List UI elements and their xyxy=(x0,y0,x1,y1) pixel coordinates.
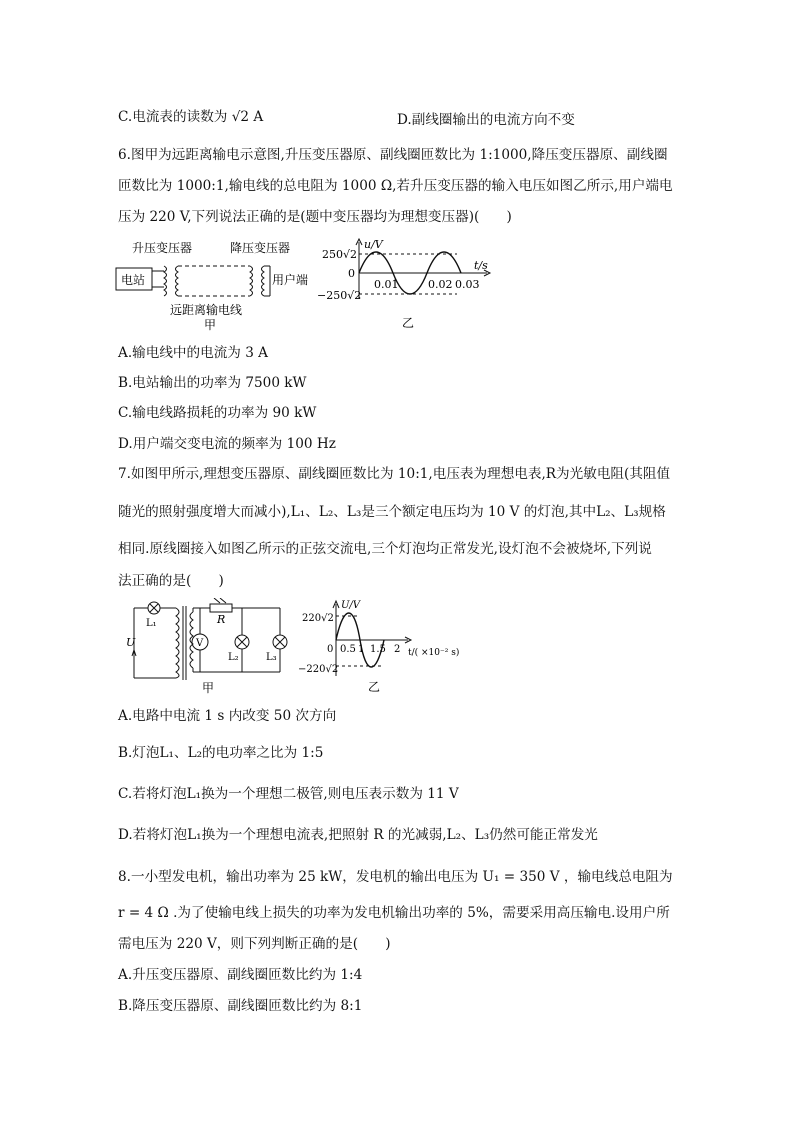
q6-figure-yi xyxy=(312,236,497,331)
q6-label-step-down: 降压变压器 xyxy=(230,241,291,255)
q6-y-axis-label: u/V xyxy=(364,238,383,251)
q6-stem-line-1: 6.图甲为远距离输电示意图,升压变压器原、副线圈匝数比为 1:1000,降压变压器原、副线圈 xyxy=(118,147,668,163)
q7-label-u: U xyxy=(126,636,136,649)
q7-option-b: B.灯泡L₁、L₂的电功率之比为 1:5 xyxy=(118,745,324,761)
q6-stem-line-3: 压为 220 V,下列说法正确的是(题中变压器均为理想变压器)( ) xyxy=(118,209,512,225)
q6-x-axis-label: t/s xyxy=(474,259,488,272)
q7-x-axis-label: t/( ×10⁻² s) xyxy=(408,648,460,658)
q7-stem-line-1: 7.如图甲所示,理想变压器原、副线圈匝数比为 10:1,电压表为理想电表,R为光敏电阻(其阻值 xyxy=(118,466,671,482)
q7-tick-3: 1.5 xyxy=(370,644,386,655)
q7-stem-line-2: 随光的照射强度增大而减小),L₁、L₂、L₃是三个额定电压均为 10 V 的灯泡,其中L₂、L₃规格 xyxy=(118,504,666,520)
q6-caption-yi: 乙 xyxy=(402,316,415,330)
q8-stem-line-3: 需电压为 220 V，则下列判断正确的是( ) xyxy=(118,936,391,952)
q8-option-a: A.升压变压器原、副线圈匝数比约为 1:4 xyxy=(118,967,363,983)
q6-option-d: D.用户端交变电流的频率为 100 Hz xyxy=(118,436,336,452)
q7-label-l3: L₃ xyxy=(266,652,277,663)
q6-tick-2: 0.02 xyxy=(428,278,453,291)
q6-y-max-label: 250√2 xyxy=(322,248,358,261)
q7-stem-line-3: 相同.原线圈接入如图乙所示的正弦交流电,三个灯泡均正常发光,设灯泡不会被烧坏,下列说 xyxy=(118,541,652,557)
q7-figure-jia xyxy=(120,598,295,698)
q6-label-user: 用户端 xyxy=(272,273,309,287)
q5-option-d: D.副线圈输出的电流方向不变 xyxy=(397,112,575,128)
q7-label-l1: L₁ xyxy=(146,618,157,629)
q7-caption-yi: 乙 xyxy=(368,680,381,694)
q6-step-up-primary-coil xyxy=(164,266,167,296)
q7-origin-label: 0 xyxy=(327,644,334,655)
q7-figure-yi xyxy=(298,596,468,696)
q5-option-c: C.电流表的读数为 √2 A xyxy=(118,109,264,125)
q7-y-axis-label: U/V xyxy=(341,600,361,611)
q8-stem-line-1: 8.一小型发电机，输出功率为 25 kW，发电机的输出电压为 U₁ = 350 V ，输电线总电阻为 xyxy=(118,869,673,885)
q6-step-down-primary-coil xyxy=(250,266,253,296)
q6-step-up-secondary-coil xyxy=(176,266,179,296)
q6-caption-jia: 甲 xyxy=(204,318,217,332)
q7-option-a: A.电路中电流 1 s 内改变 50 次方向 xyxy=(118,708,337,724)
q6-figure-jia xyxy=(112,238,322,333)
q6-label-station: 电站 xyxy=(121,273,146,287)
q7-option-c: C.若将灯泡L₁换为一个理想二极管,则电压表示数为 11 V xyxy=(118,786,459,802)
q7-option-d: D.若将灯泡L₁换为一个理想电流表,把照射 R 的光减弱,L₂、L₃仍然可能正常发光 xyxy=(118,827,598,843)
q7-primary-coil xyxy=(176,608,179,678)
q8-stem-line-2: r = 4 Ω .为了使输电线上损失的功率为发电机输出功率的 5%，需要采用高压输电.设用户所 xyxy=(118,905,670,921)
q7-y-min-label: −220√2 xyxy=(298,664,339,675)
q7-label-v: V xyxy=(196,638,204,649)
q6-label-step-up: 升压变压器 xyxy=(132,241,193,255)
q7-tick-1: 0.5 xyxy=(340,644,356,655)
q7-light-arrows xyxy=(214,598,226,603)
q7-resistor-r xyxy=(210,604,232,612)
q6-origin-label: 0 xyxy=(348,267,355,280)
q6-option-c: C.输电线路损耗的功率为 90 kW xyxy=(118,405,317,421)
q7-y-max-label: 220√2 xyxy=(302,613,334,624)
q6-option-b: B.电站输出的功率为 7500 kW xyxy=(118,375,307,391)
q6-y-min-label: −250√2 xyxy=(317,289,362,302)
q6-option-a: A.输电线中的电流为 3 A xyxy=(118,345,268,361)
q6-step-down-secondary-coil xyxy=(262,266,265,296)
q7-tick-2: 1 xyxy=(358,644,365,655)
q8-option-b: B.降压变压器原、副线圈匝数比约为 8:1 xyxy=(118,998,363,1014)
q6-stem-line-2: 匝数比为 1000:1,输电线的总电阻为 1000 Ω,若升压变压器的输入电压如图乙所示,用户端电 xyxy=(118,178,673,194)
q7-stem-line-4: 法正确的是( ) xyxy=(118,573,224,589)
q7-label-l2: L₂ xyxy=(228,652,239,663)
q7-tick-4: 2 xyxy=(394,644,401,655)
q6-tick-1: 0.01 xyxy=(374,278,399,291)
q7-caption-jia: 甲 xyxy=(202,681,215,695)
q6-tick-3: 0.03 xyxy=(455,278,480,291)
q7-label-r: R xyxy=(217,613,226,626)
q6-label-line: 远距离输电线 xyxy=(170,303,243,317)
